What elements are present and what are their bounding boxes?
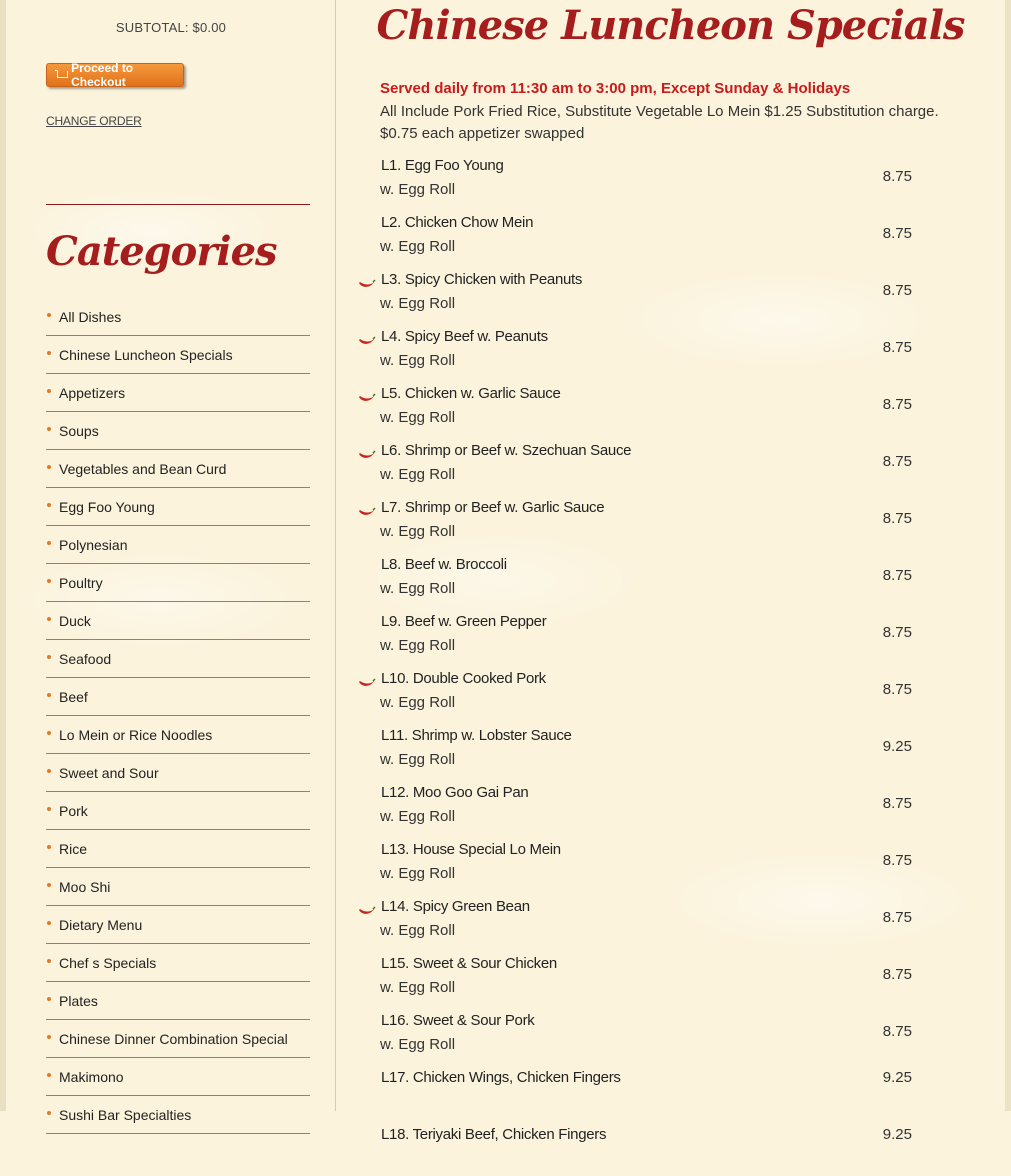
menu-item[interactable] (336, 1062, 1005, 1119)
change-order-link[interactable]: CHANGE ORDER (46, 114, 142, 128)
category-item[interactable] (46, 1020, 310, 1058)
menu-item-price: 8.75 (882, 225, 912, 242)
category-label: Egg Foo Young (59, 498, 155, 515)
cart-icon (55, 70, 67, 81)
bullet-icon (47, 427, 51, 431)
category-label: Appetizers (59, 384, 126, 401)
chili-pepper-icon (358, 448, 376, 458)
bullet-icon (47, 807, 51, 811)
category-item[interactable] (46, 678, 310, 716)
menu-item-name: L5. Chicken w. Garlic Sauce (381, 385, 561, 402)
chili-pepper-icon (358, 676, 376, 686)
serving-hours-notice: Served daily from 11:30 am to 3:00 pm, Except Sunday & Holidays (380, 80, 851, 97)
category-label: Vegetables and Bean Curd (59, 460, 227, 477)
bullet-icon (47, 1035, 51, 1039)
menu-item[interactable] (336, 663, 1005, 720)
menu-list (336, 150, 1005, 1176)
category-item[interactable] (46, 526, 310, 564)
menu-item-name: L13. House Special Lo Mein (381, 841, 561, 858)
category-item[interactable] (46, 640, 310, 678)
category-item[interactable] (46, 1096, 310, 1134)
category-label: Dietary Menu (59, 916, 143, 933)
menu-item[interactable] (336, 777, 1005, 834)
category-label: Makimono (59, 1068, 124, 1085)
category-item[interactable] (46, 450, 310, 488)
bullet-icon (47, 541, 51, 545)
menu-item-description: w. Egg Roll (380, 295, 456, 312)
menu-item[interactable] (336, 549, 1005, 606)
menu-item[interactable] (336, 264, 1005, 321)
category-list (46, 298, 310, 1134)
menu-item-price: 8.75 (882, 168, 912, 185)
menu-item-name: L11. Shrimp w. Lobster Sauce (381, 727, 572, 744)
cart-subtotal: SUBTOTAL: $0.00 (115, 20, 227, 35)
page-title: Chinese Luncheon Specials (376, 2, 965, 49)
menu-item-name: L8. Beef w. Broccoli (381, 556, 507, 573)
menu-item-name: L18. Teriyaki Beef, Chicken Fingers (381, 1126, 607, 1143)
menu-item[interactable] (336, 948, 1005, 1005)
menu-item-price: 8.75 (882, 396, 912, 413)
checkout-label: Proceed to Checkout (71, 61, 134, 89)
menu-item-name: L6. Shrimp or Beef w. Szechuan Sauce (381, 442, 632, 459)
category-label: Sweet and Sour (59, 764, 159, 781)
category-item[interactable] (46, 868, 310, 906)
category-item[interactable] (46, 412, 310, 450)
menu-item-price: 8.75 (882, 510, 912, 527)
menu-item-price: 8.75 (882, 852, 912, 869)
menu-item-price: 8.75 (882, 909, 912, 926)
menu-item[interactable] (336, 492, 1005, 549)
menu-item-price: 9.25 (882, 1069, 912, 1086)
category-label: All Dishes (59, 308, 122, 325)
menu-item-description: w. Egg Roll (380, 979, 456, 996)
menu-item-price: 9.25 (882, 738, 912, 755)
menu-item-name: L14. Spicy Green Bean (381, 898, 530, 915)
category-label: Chef s Specials (59, 954, 157, 971)
chili-pepper-icon (358, 391, 376, 401)
menu-item-price: 8.75 (882, 453, 912, 470)
bullet-icon (47, 351, 51, 355)
menu-item[interactable] (336, 720, 1005, 777)
menu-item-description: w. Egg Roll (380, 1036, 456, 1053)
category-label: Polynesian (59, 536, 128, 553)
category-item[interactable] (46, 982, 310, 1020)
menu-item-name: L9. Beef w. Green Pepper (381, 613, 547, 630)
category-label: Moo Shi (59, 878, 111, 895)
menu-item-description: w. Egg Roll (380, 637, 456, 654)
bullet-icon (47, 845, 51, 849)
category-label: Poultry (59, 574, 103, 591)
menu-item-name: L12. Moo Goo Gai Pan (381, 784, 529, 801)
sidebar-divider (46, 204, 310, 205)
chili-pepper-icon (358, 904, 376, 914)
menu-item-description: w. Egg Roll (380, 865, 456, 882)
menu-item[interactable] (336, 150, 1005, 207)
category-item[interactable] (46, 1058, 310, 1096)
menu-item-name: L4. Spicy Beef w. Peanuts (381, 328, 548, 345)
category-item[interactable] (46, 830, 310, 868)
main-content (336, 0, 1005, 1143)
bullet-icon (47, 769, 51, 773)
menu-item-price: 8.75 (882, 282, 912, 299)
bullet-icon (47, 579, 51, 583)
menu-item[interactable] (336, 321, 1005, 378)
bullet-icon (47, 883, 51, 887)
category-item[interactable] (46, 374, 310, 412)
bullet-icon (47, 1111, 51, 1115)
category-label: Beef (59, 688, 88, 705)
menu-item-price: 8.75 (882, 624, 912, 641)
category-item[interactable] (46, 754, 310, 792)
category-item[interactable] (46, 906, 310, 944)
menu-item[interactable] (336, 606, 1005, 663)
menu-item[interactable] (336, 834, 1005, 891)
menu-item-price: 9.25 (882, 1126, 912, 1143)
right-edge (1005, 0, 1011, 1111)
category-label: Lo Mein or Rice Noodles (59, 726, 213, 743)
bullet-icon (47, 959, 51, 963)
category-label: Pork (59, 802, 88, 819)
menu-item-price: 8.75 (882, 339, 912, 356)
menu-item-name: L17. Chicken Wings, Chicken Fingers (381, 1069, 621, 1086)
chili-pepper-icon (358, 277, 376, 287)
menu-item-name: L10. Double Cooked Pork (381, 670, 546, 687)
category-label: Sushi Bar Specialties (59, 1106, 192, 1123)
category-item[interactable] (46, 716, 310, 754)
menu-item-price: 8.75 (882, 966, 912, 983)
menu-item-description: w. Egg Roll (380, 352, 456, 369)
bullet-icon (47, 731, 51, 735)
category-label: Soups (59, 422, 99, 439)
menu-item-price: 8.75 (882, 795, 912, 812)
category-item[interactable] (46, 488, 310, 526)
category-item[interactable] (46, 298, 310, 336)
category-item[interactable] (46, 602, 310, 640)
category-label: Plates (59, 992, 98, 1009)
bullet-icon (47, 997, 51, 1001)
menu-item-description: w. Egg Roll (380, 808, 456, 825)
sidebar (6, 0, 336, 1123)
category-item[interactable] (46, 792, 310, 830)
menu-item-description: w. Egg Roll (380, 922, 456, 939)
category-label: Duck (59, 612, 91, 629)
bullet-icon (47, 921, 51, 925)
menu-item-price: 8.75 (882, 681, 912, 698)
inclusion-notice: All Include Pork Fried Rice, Substitute Vegetable Lo Mein $1.25 Substitution charge. $0.75 each appetizer swapped (380, 103, 939, 142)
bullet-icon (47, 503, 51, 507)
menu-item-name: L16. Sweet & Sour Pork (381, 1012, 535, 1029)
menu-item-price: 8.75 (882, 1023, 912, 1040)
category-item[interactable] (46, 564, 310, 602)
category-item[interactable] (46, 944, 310, 982)
menu-item-name: L1. Egg Foo Young (381, 157, 504, 174)
category-label: Rice (59, 840, 88, 857)
category-label: Chinese Luncheon Specials (59, 346, 233, 363)
bullet-icon (47, 1073, 51, 1077)
menu-item[interactable] (336, 378, 1005, 435)
chili-pepper-icon (358, 505, 376, 515)
menu-item[interactable] (336, 207, 1005, 264)
menu-item[interactable] (336, 435, 1005, 492)
menu-item-description: w. Egg Roll (380, 466, 456, 483)
menu-item-name: L2. Chicken Chow Mein (381, 214, 534, 231)
menu-item-price: 8.75 (882, 567, 912, 584)
menu-item-description: w. Egg Roll (380, 238, 456, 255)
category-label: Chinese Dinner Combination Special (59, 1030, 288, 1047)
bullet-icon (47, 313, 51, 317)
menu-item-name: L7. Shrimp or Beef w. Garlic Sauce (381, 499, 605, 516)
menu-item-description: w. Egg Roll (380, 580, 456, 597)
menu-item-description: w. Egg Roll (380, 181, 456, 198)
menu-item[interactable] (336, 1005, 1005, 1062)
chili-pepper-icon (358, 334, 376, 344)
menu-item-name: L15. Sweet & Sour Chicken (381, 955, 557, 972)
menu-item[interactable] (336, 891, 1005, 948)
menu-item-description: w. Egg Roll (380, 409, 456, 426)
proceed-to-checkout-button[interactable] (46, 63, 184, 87)
menu-item-description: w. Egg Roll (380, 751, 456, 768)
bullet-icon (47, 693, 51, 697)
menu-item[interactable] (336, 1119, 1005, 1176)
bullet-icon (47, 617, 51, 621)
menu-item-description: w. Egg Roll (380, 694, 456, 711)
bullet-icon (47, 655, 51, 659)
category-label: Seafood (59, 650, 112, 667)
category-item[interactable] (46, 336, 310, 374)
menu-item-name: L3. Spicy Chicken with Peanuts (381, 271, 583, 288)
bullet-icon (47, 465, 51, 469)
categories-title: Categories (46, 228, 277, 275)
bullet-icon (47, 389, 51, 393)
menu-item-description: w. Egg Roll (380, 523, 456, 540)
